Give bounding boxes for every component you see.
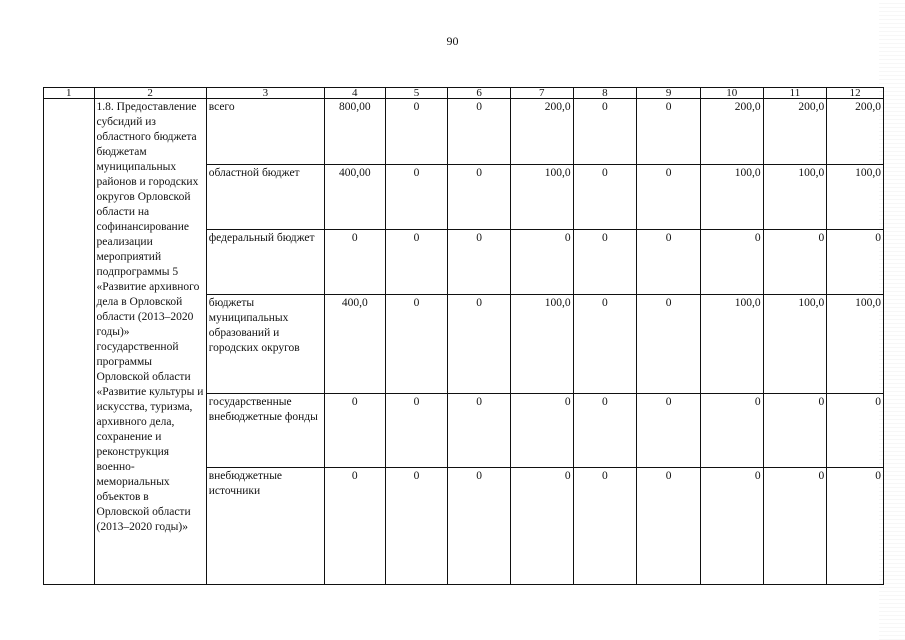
value-cell: 0 (448, 165, 511, 230)
value-cell: 0 (385, 295, 448, 394)
funding-source: бюджеты муниципальных образований и городских округов (206, 295, 324, 394)
value-cell: 100,0 (763, 295, 827, 394)
row-number-cell (44, 99, 95, 585)
value-cell: 0 (573, 394, 637, 468)
col-number-1: 1 (44, 88, 95, 99)
value-cell: 0 (763, 394, 827, 468)
value-cell: 0 (324, 468, 385, 585)
value-cell: 0 (448, 394, 511, 468)
value-cell: 0 (510, 468, 573, 585)
col-number-2: 2 (94, 88, 206, 99)
value-cell: 100,0 (700, 165, 763, 230)
value-cell: 0 (448, 468, 511, 585)
value-cell: 100,0 (827, 295, 884, 394)
value-cell: 0 (573, 295, 637, 394)
value-cell: 0 (324, 230, 385, 295)
value-cell: 0 (385, 468, 448, 585)
value-cell: 0 (637, 394, 701, 468)
value-cell: 0 (573, 468, 637, 585)
value-cell: 0 (700, 394, 763, 468)
value-cell: 0 (637, 295, 701, 394)
value-cell: 0 (763, 230, 827, 295)
value-cell: 0 (448, 295, 511, 394)
value-cell: 0 (385, 394, 448, 468)
col-number-12: 12 (827, 88, 884, 99)
col-number-8: 8 (573, 88, 637, 99)
value-cell: 0 (448, 230, 511, 295)
value-cell: 100,0 (510, 165, 573, 230)
value-cell: 0 (385, 165, 448, 230)
funding-source: внебюджетные источники (206, 468, 324, 585)
col-number-7: 7 (510, 88, 573, 99)
value-cell: 100,0 (700, 295, 763, 394)
col-number-9: 9 (637, 88, 701, 99)
value-cell: 100,0 (827, 165, 884, 230)
page-number: 90 (446, 34, 459, 48)
budget-table (43, 87, 884, 585)
col-number-5: 5 (385, 88, 448, 99)
value-cell: 0 (763, 468, 827, 585)
funding-source: федеральный бюджет (206, 230, 324, 295)
value-cell: 0 (573, 230, 637, 295)
value-cell: 200,0 (763, 99, 827, 165)
value-cell: 200,0 (510, 99, 573, 165)
value-cell: 0 (324, 394, 385, 468)
value-cell: 400,00 (324, 165, 385, 230)
value-cell: 0 (637, 99, 701, 165)
col-number-10: 10 (700, 88, 763, 99)
value-cell: 0 (700, 230, 763, 295)
funding-source: областной бюджет (206, 165, 324, 230)
col-number-6: 6 (448, 88, 511, 99)
value-cell: 0 (573, 99, 637, 165)
col-number-11: 11 (763, 88, 827, 99)
value-cell: 0 (827, 468, 884, 585)
value-cell: 0 (510, 230, 573, 295)
value-cell: 0 (637, 165, 701, 230)
value-cell: 400,0 (324, 295, 385, 394)
value-cell: 100,0 (763, 165, 827, 230)
value-cell: 800,00 (324, 99, 385, 165)
value-cell: 200,0 (827, 99, 884, 165)
table-row (44, 99, 884, 165)
funding-source: всего (206, 99, 324, 165)
col-number-4: 4 (324, 88, 385, 99)
column-number-row (44, 88, 884, 99)
value-cell: 200,0 (700, 99, 763, 165)
value-cell: 0 (510, 394, 573, 468)
value-cell: 0 (700, 468, 763, 585)
value-cell: 0 (637, 230, 701, 295)
event-name-cell: 1.8. Предоставление субсидий из областного бюджета бюджетам муниципальных районов и городских округов Орловской области на софинансирование реализации мероприятий подпрограммы 5 «Развитие архивного дела в Орловской области (2013–2020 годы)» государственной программы Орловской области «Развитие культуры и искусства, туризма, архивного дела, сохранение и реконструкция военно-мемориальных объектов в Орловской области (2013–2020 годы)» (94, 99, 206, 585)
funding-source: государственные внебюджетные фонды (206, 394, 324, 468)
value-cell: 100,0 (510, 295, 573, 394)
col-number-3: 3 (206, 88, 324, 99)
value-cell: 0 (827, 394, 884, 468)
value-cell: 0 (573, 165, 637, 230)
value-cell: 0 (827, 230, 884, 295)
value-cell: 0 (448, 99, 511, 165)
value-cell: 0 (385, 99, 448, 165)
value-cell: 0 (385, 230, 448, 295)
value-cell: 0 (637, 468, 701, 585)
